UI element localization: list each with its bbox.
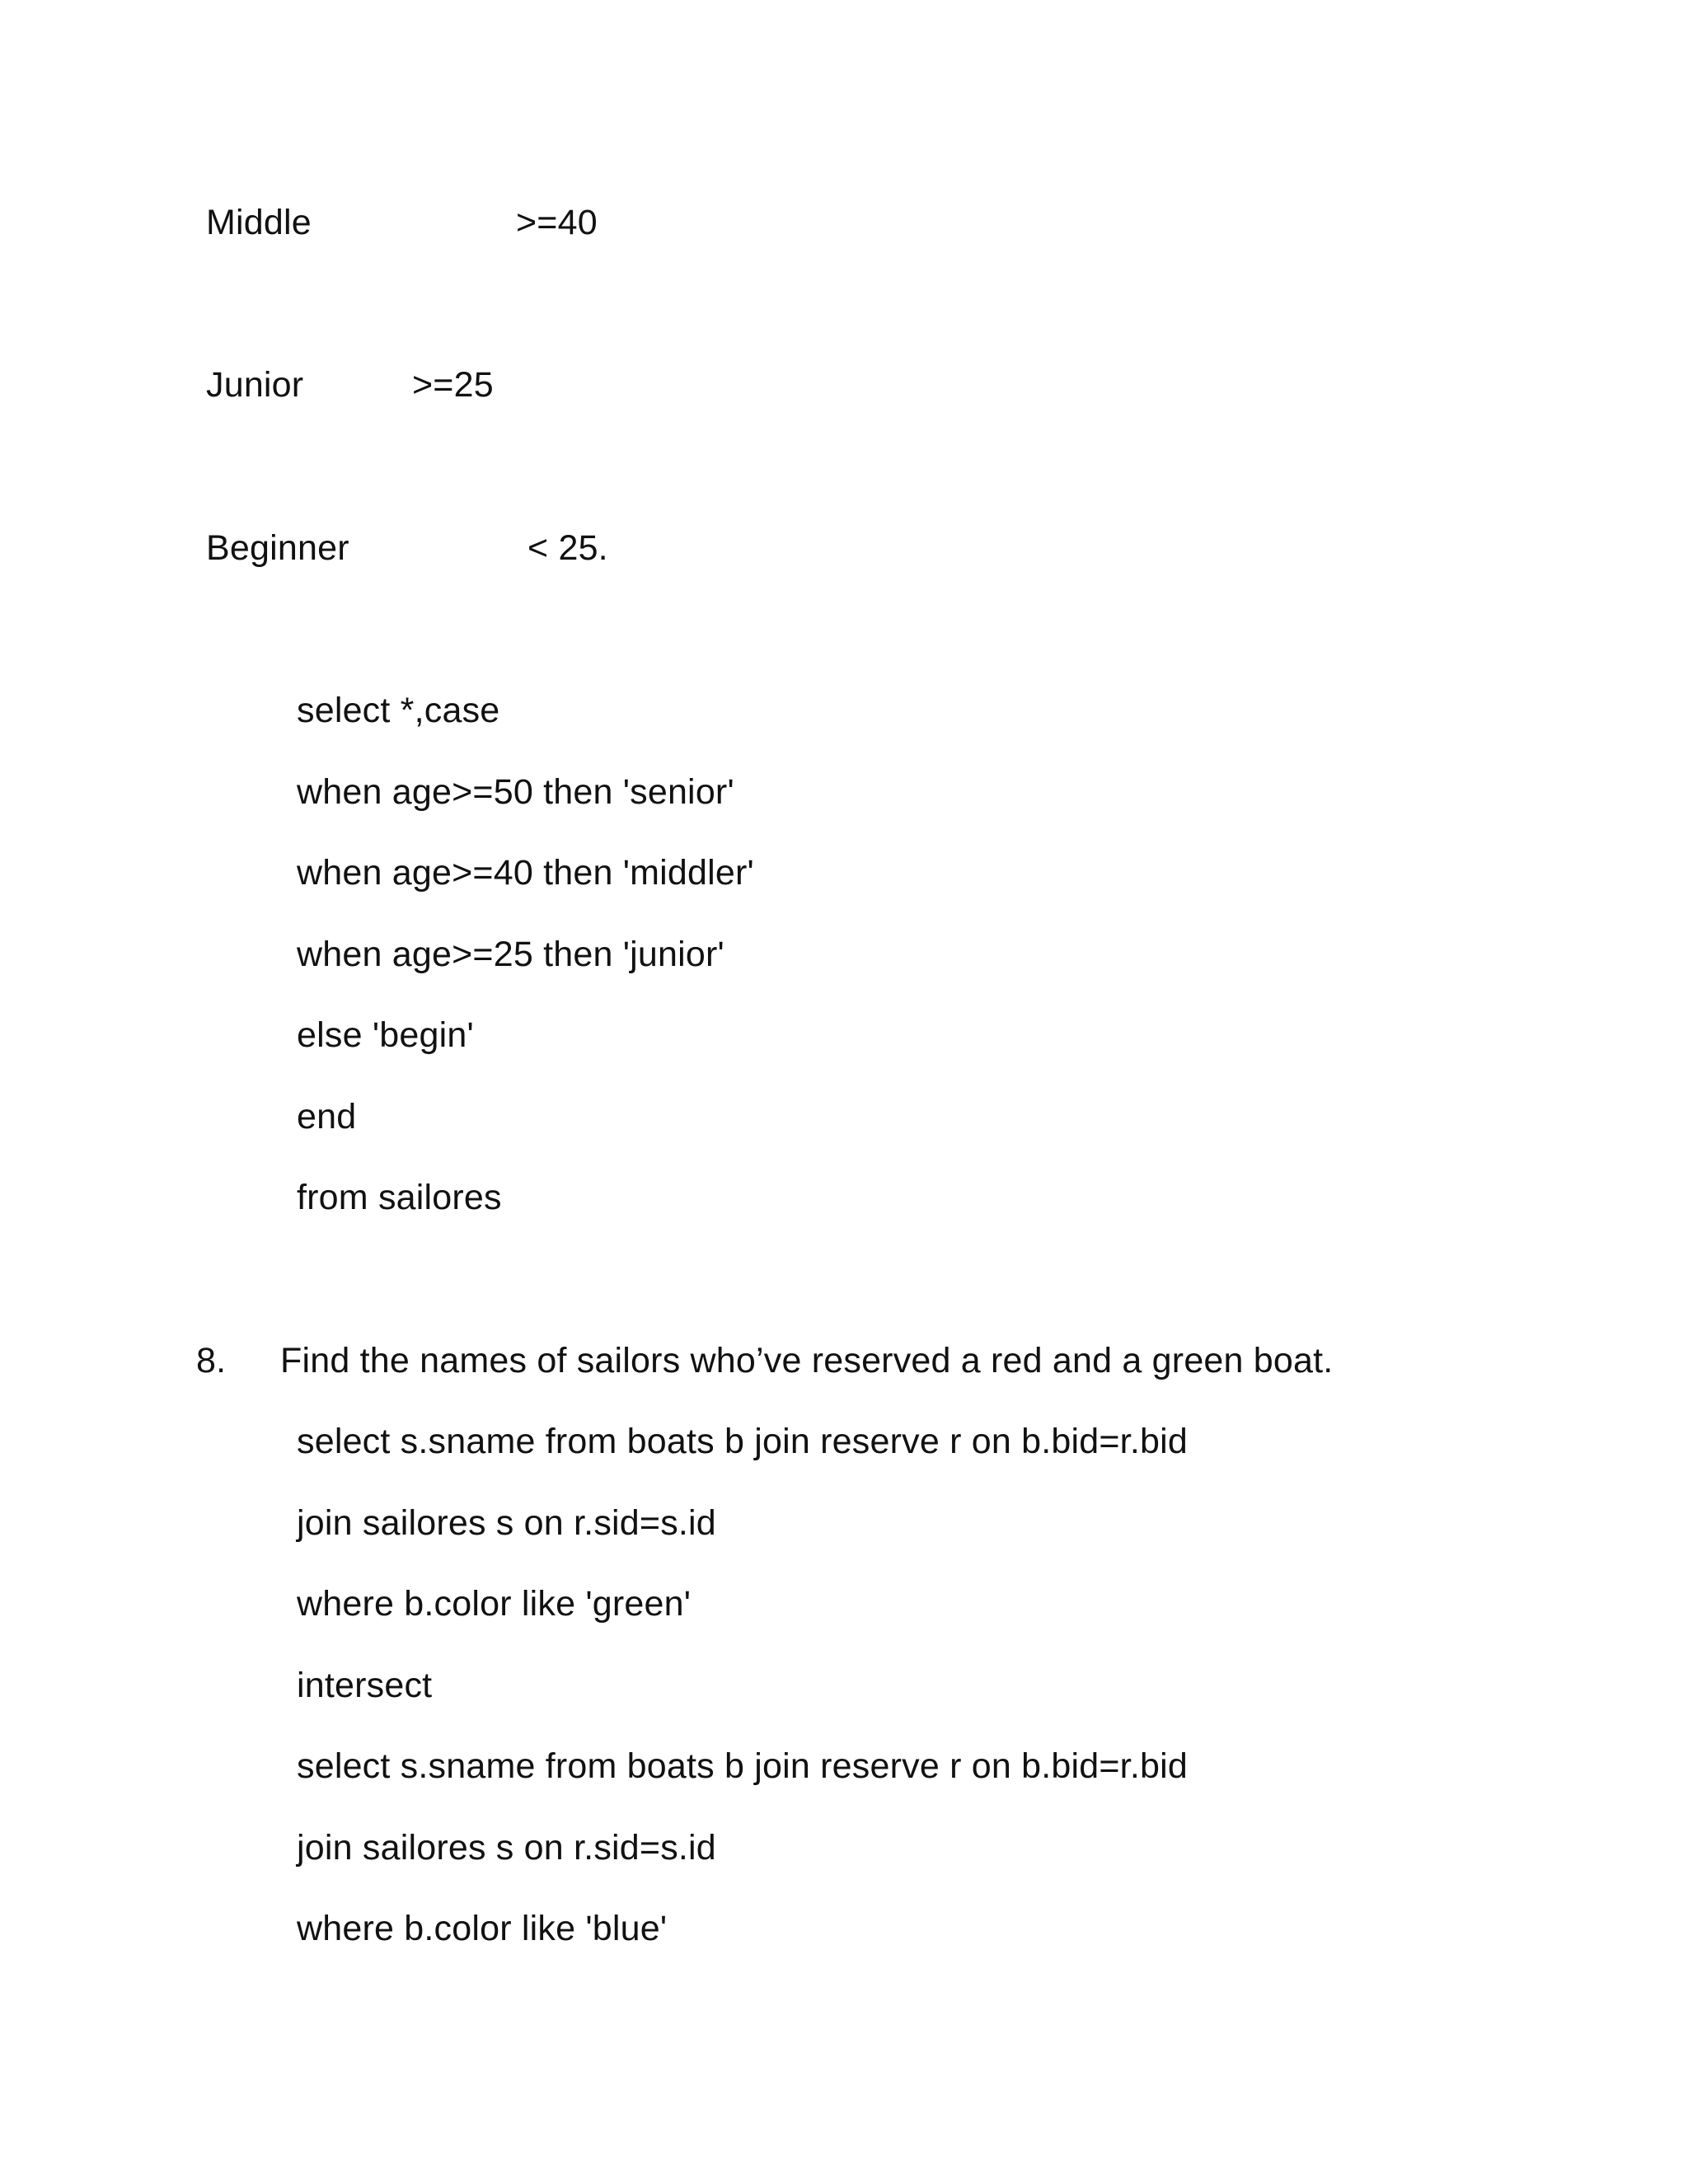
question-text: Find the names of sailors who’ve reserved a red and a green boat. — [280, 1341, 1334, 1380]
query1-line: from sailores — [297, 1178, 502, 1217]
level-condition-beginner: < 25. — [528, 528, 608, 568]
query2-line: join sailores s on r.sid=s.id — [297, 1503, 716, 1543]
query2-line: select s.sname from boats b join reserve r on b.bid=r.bid — [297, 1422, 1188, 1461]
level-name-junior: Junior — [206, 365, 304, 405]
query2-line: intersect — [297, 1666, 433, 1705]
level-condition-junior: >=25 — [412, 365, 494, 405]
level-condition-middle: >=40 — [516, 203, 598, 242]
query2-line: where b.color like 'blue' — [297, 1909, 668, 1948]
question-number: 8. — [196, 1341, 227, 1380]
query1-line: when age>=40 then 'middler' — [297, 853, 754, 893]
query1-line: else 'begin' — [297, 1015, 474, 1055]
level-name-beginner: Beginner — [206, 528, 349, 568]
level-name-middle: Middle — [206, 203, 312, 242]
query1-line: end — [297, 1097, 357, 1137]
query2-line: join sailores s on r.sid=s.id — [297, 1828, 716, 1868]
query1-line: when age>=50 then 'senior' — [297, 772, 734, 812]
query2-line: select s.sname from boats b join reserve r on b.bid=r.bid — [297, 1746, 1188, 1786]
query2-line: where b.color like 'green' — [297, 1584, 692, 1624]
query1-line: when age>=25 then 'junior' — [297, 935, 724, 974]
query1-line: select *,case — [297, 691, 500, 730]
